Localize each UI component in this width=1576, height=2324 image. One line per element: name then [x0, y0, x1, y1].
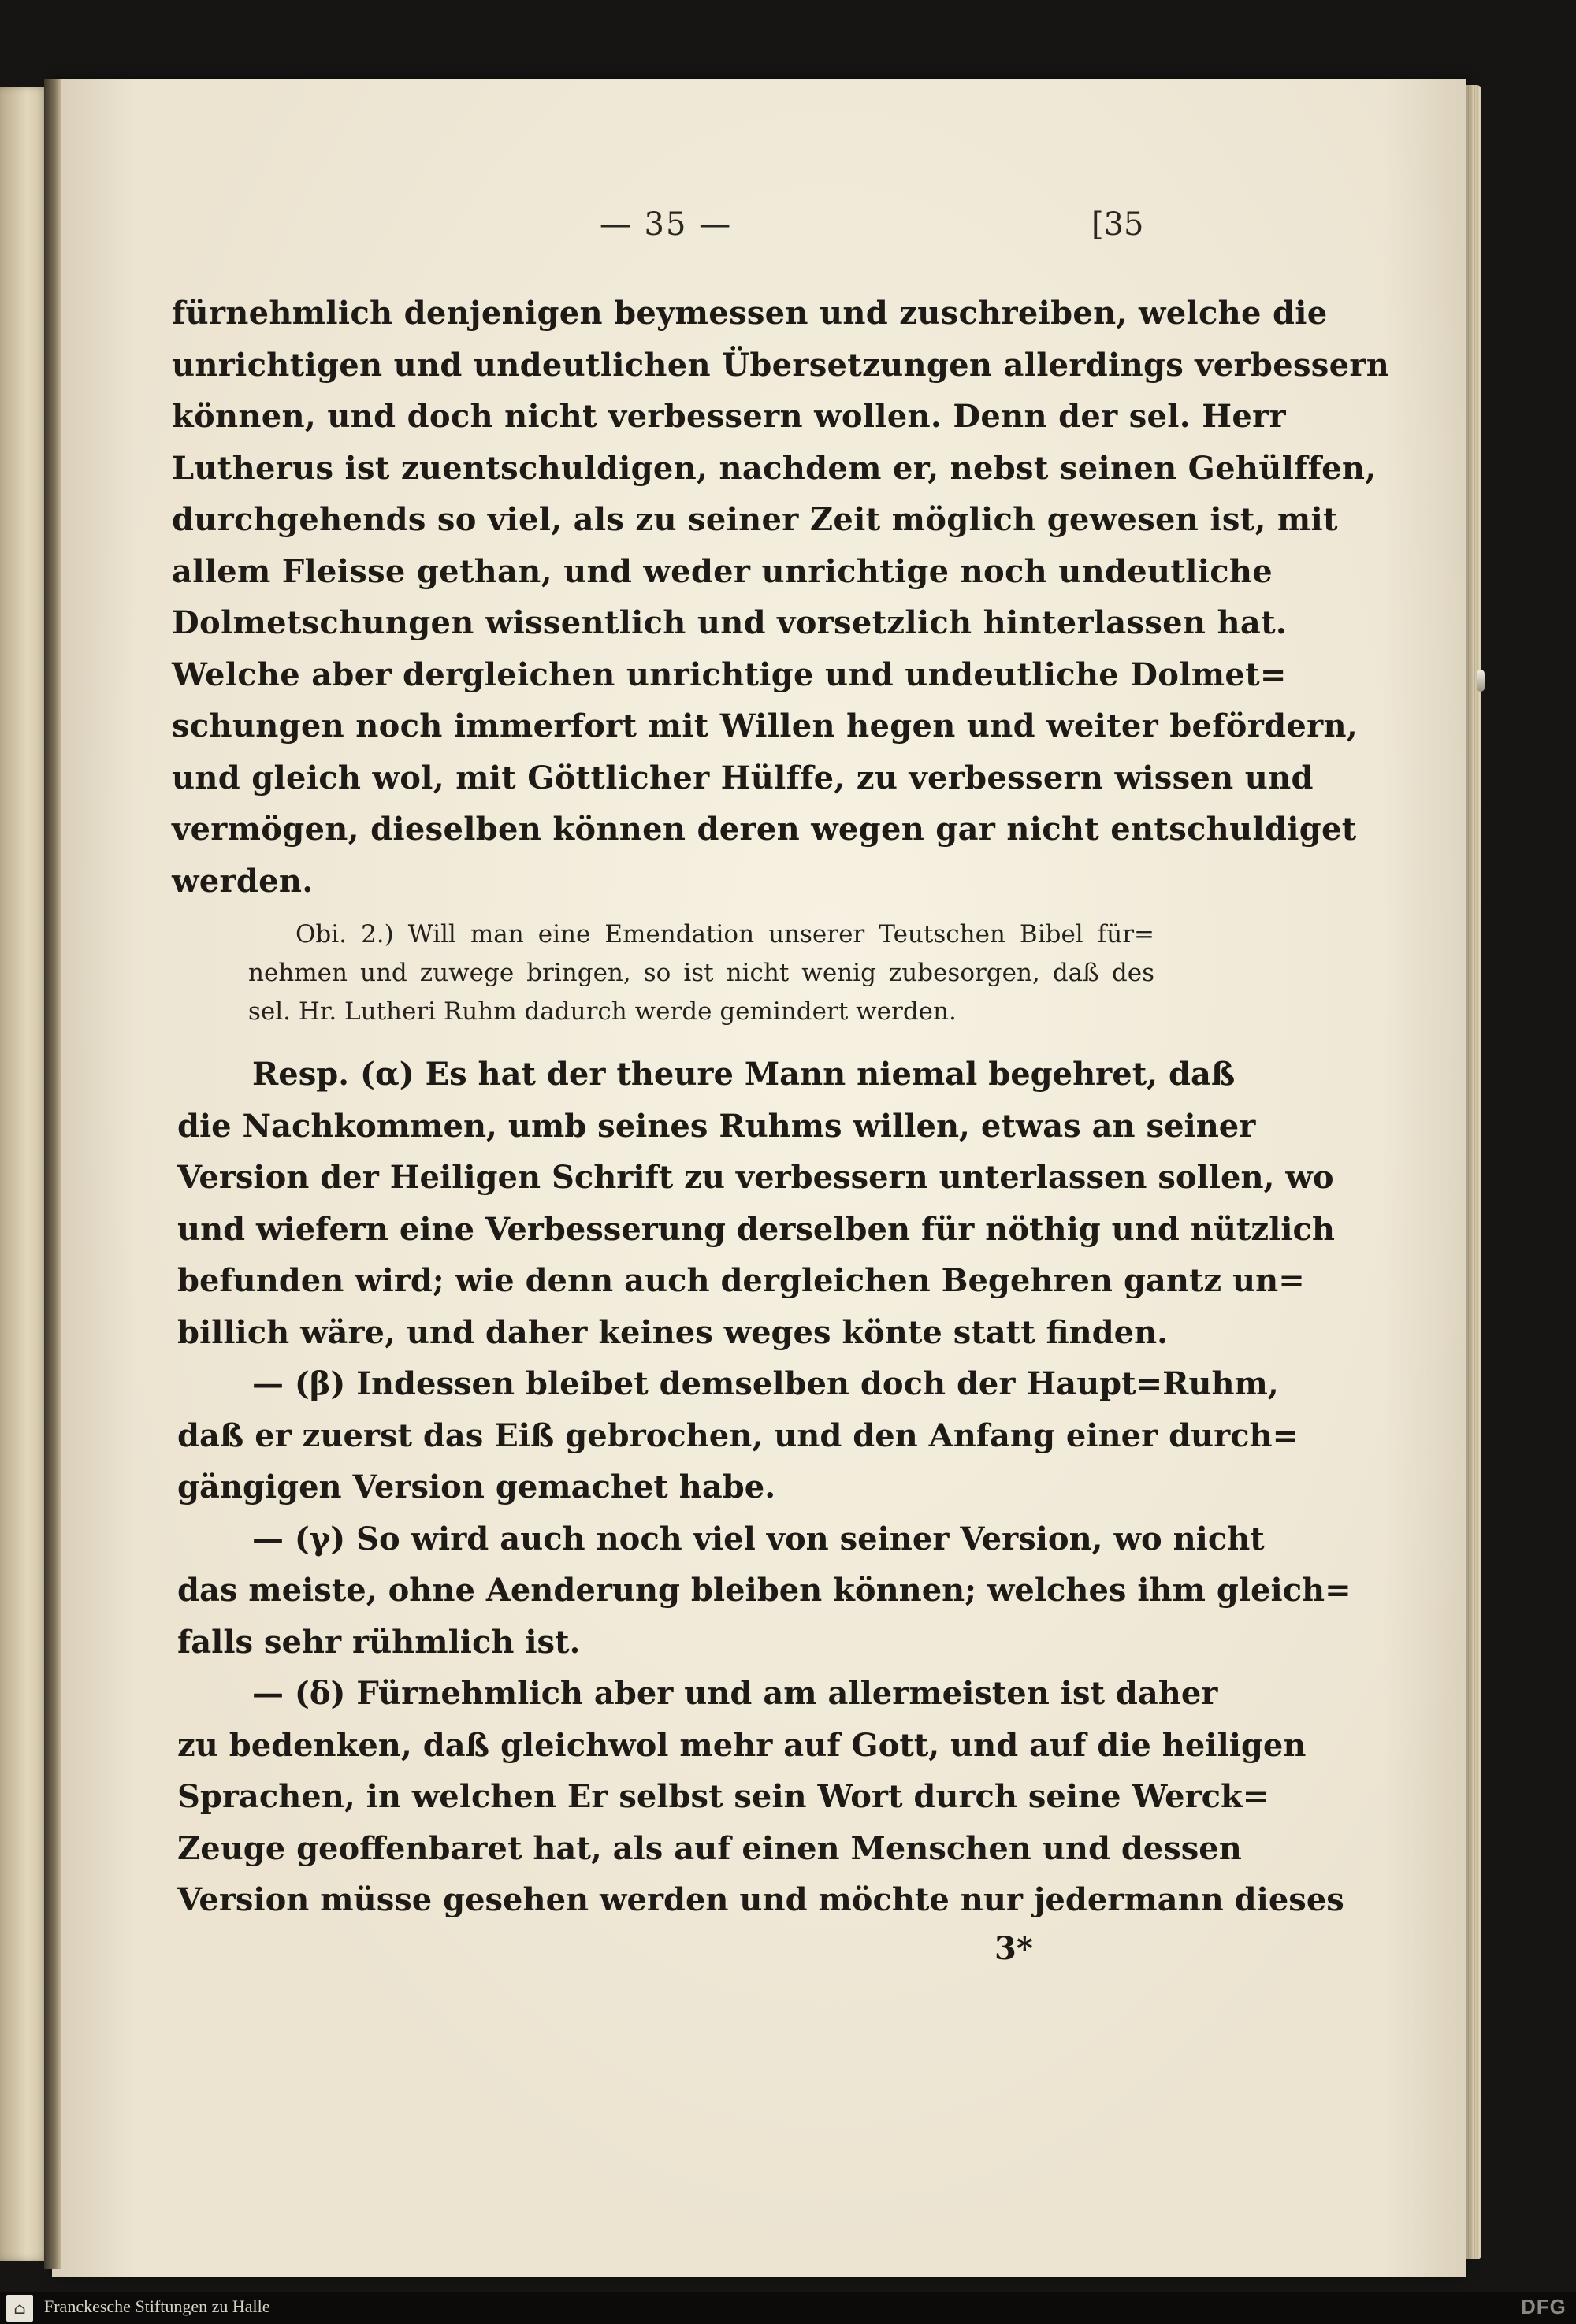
response-line: Version der Heiligen Schrift zu verbessern unterlassen sollen, wo — [177, 1159, 1334, 1196]
response-line: zu bedenken, daß gleichwol mehr auf Gott, und auf die heiligen — [177, 1726, 1307, 1764]
text-line: können, und doch nicht verbessern wollen. Denn der sel. Herr — [172, 398, 1286, 435]
funder-logo: DFG — [1521, 2295, 1567, 2318]
response-line: und wiefern eine Verbesserung derselben für nöthig und nützlich — [177, 1210, 1335, 1248]
objection-note — [248, 915, 1154, 1031]
response-line: befunden wird; wie denn auch dergleichen Begehren gantz un= — [177, 1262, 1305, 1299]
response-line: — (γ) So wird auch noch viel von seiner Version, wo nicht — [252, 1520, 1265, 1557]
page-number-margin: [35 — [1091, 206, 1144, 243]
book-gutter — [44, 79, 61, 2269]
response-paragraph — [177, 1049, 1351, 1926]
text-line: Lutherus ist zuentschuldigen, nachdem er, nebst seinen Gehülffen, — [172, 449, 1377, 487]
signature-catchword: 3* — [994, 1930, 1033, 1967]
note-line: Obi. 2.) Will man eine Emendation unserer Teutschen Bibel für= — [296, 920, 1154, 949]
clip-mark — [1477, 670, 1485, 692]
response-line: Zeuge geoffenbaret hat, als auf einen Menschen und dessen — [177, 1829, 1242, 1867]
response-line: — (δ) Fürnehmlich aber und am allermeisten ist daher — [252, 1675, 1218, 1712]
text-line: allem Fleisse gethan, und weder unrichtige noch undeutliche — [172, 552, 1273, 590]
response-line: billich wäre, und daher keines weges könte statt finden. — [177, 1313, 1169, 1351]
text-line: Welche aber dergleichen unrichtige und undeutliche Dolmet= — [172, 655, 1287, 693]
institution-logo-icon: ⌂ — [6, 2295, 33, 2322]
response-line: — (β) Indessen bleibet demselben doch der Haupt=Ruhm, — [252, 1365, 1279, 1402]
text-line: unrichtigen und undeutlichen Übersetzungen allerdings verbessern — [172, 346, 1390, 384]
response-line: Resp. (α) Es hat der theure Mann niemal begehret, daß — [252, 1056, 1236, 1093]
page-number-header: — 35 — — [599, 206, 733, 243]
response-line: daß er zuerst das Eiß gebrochen, und den Anfang einer durch= — [177, 1416, 1299, 1454]
note-line: nehmen und zuwege bringen, so ist nicht wenig zubesorgen, daß des — [248, 959, 1154, 987]
text-line: fürnehmlich denjenigen beymessen und zuschreiben, welche die — [172, 295, 1328, 332]
response-line: gängigen Version gemachet habe. — [177, 1468, 776, 1505]
response-line: das meiste, ohne Aenderung bleiben können; welches ihm gleich= — [177, 1572, 1351, 1609]
response-line: Version müsse gesehen werden und möchte nur jedermann dieses — [177, 1881, 1344, 1918]
response-line: die Nachkommen, umb seines Ruhms willen, etwas an seiner — [177, 1107, 1256, 1145]
facing-page-edge — [0, 87, 49, 2261]
text-line: durchgehends so viel, als zu seiner Zeit möglich gewesen ist, mit — [172, 501, 1338, 538]
text-line: vermögen, dieselben können deren wegen gar nicht entschuldiget — [172, 811, 1357, 848]
text-line: schungen noch immerfort mit Willen hegen und weiter befördern, — [172, 707, 1359, 744]
text-line: werden. — [172, 862, 314, 900]
text-line: und gleich wol, mit Göttlicher Hülffe, zu verbessern wissen und — [172, 759, 1314, 796]
body-paragraph — [172, 288, 1390, 907]
note-line: sel. Hr. Lutheri Ruhm dadurch werde gemindert werden. — [248, 997, 957, 1026]
institution-label: Franckesche Stiftungen zu Halle — [44, 2296, 270, 2316]
text-line: Dolmetschungen wissentlich und vorsetzlich hinterlassen hat. — [172, 604, 1288, 641]
response-line: Sprachen, in welchen Er selbst sein Wort durch seine Werck= — [177, 1778, 1269, 1815]
response-line: falls sehr rühmlich ist. — [177, 1623, 581, 1661]
